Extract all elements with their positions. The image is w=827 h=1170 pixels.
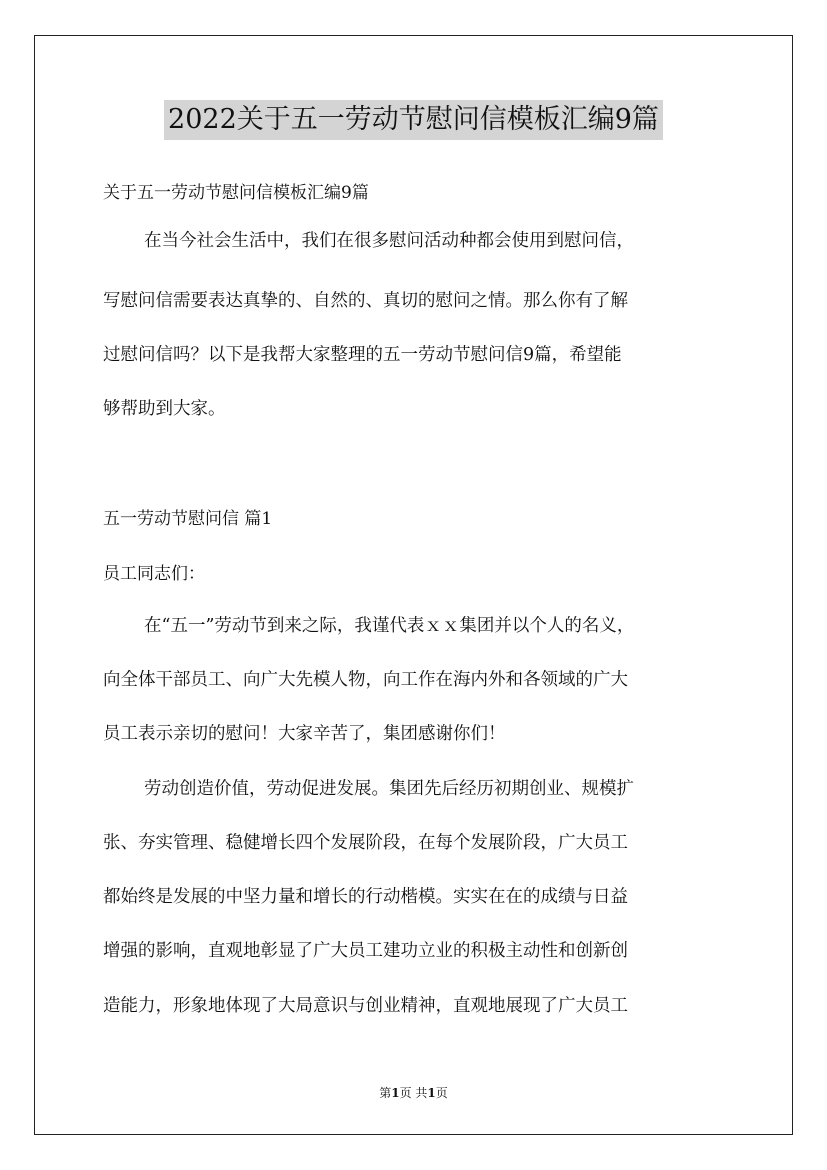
para2-line-4: 增强的影响，直观地彰显了广大员工建功立业的积极主动性和创新创 — [103, 941, 628, 961]
footer-page-total: 1 — [427, 1086, 436, 1100]
document-title: 2022关于五一劳动节慰问信模板汇编9篇 — [164, 100, 663, 140]
para2-line-1: 劳动创造价值，劳动促进发展。集团先后经历初期创业、规模扩 — [144, 779, 634, 799]
footer-page-suffix: 页 — [435, 1086, 448, 1100]
intro-line-4: 够帮助到大家。 — [103, 399, 226, 419]
para1-line-2: 向全体干部员工、向广大先模人物，向工作在海内外和各领域的广大 — [103, 670, 628, 690]
document-subtitle: 关于五一劳动节慰问信模板汇编9篇 — [103, 183, 369, 203]
page-footer — [0, 1085, 827, 1101]
footer-page-prefix: 第 — [379, 1086, 392, 1100]
salutation: 员工同志们： — [103, 564, 205, 584]
footer-page-mid: 页 共 — [399, 1086, 428, 1100]
para1-line-1: 在“五一”劳动节到来之际，我谨代表ｘｘ集团并以个人的名义， — [144, 616, 635, 636]
para2-line-2: 张、夯实管理、稳健增长四个发展阶段，在每个发展阶段，广大员工 — [103, 833, 628, 853]
intro-line-2: 写慰问信需要表达真挚的、自然的、真切的慰问之情。那么你有了解 — [103, 291, 628, 311]
footer-page-current: 1 — [391, 1086, 400, 1100]
para2-line-3: 都始终是发展的中坚力量和增长的行动楷模。实实在在的成绩与日益 — [103, 887, 628, 907]
para2-line-5: 造能力，形象地体现了大局意识与创业精神，直观地展现了广大员工 — [103, 996, 628, 1016]
intro-line-1: 在当今社会生活中，我们在很多慰问活动种都会使用到慰问信， — [144, 231, 634, 251]
intro-line-3: 过慰问信吗？以下是我帮大家整理的五一劳动节慰问信9篇，希望能 — [103, 345, 622, 365]
title-container — [0, 100, 827, 140]
para1-line-3: 员工表示亲切的慰问！大家辛苦了，集团感谢你们！ — [103, 724, 506, 744]
section-heading: 五一劳动节慰问信 篇1 — [103, 509, 273, 529]
